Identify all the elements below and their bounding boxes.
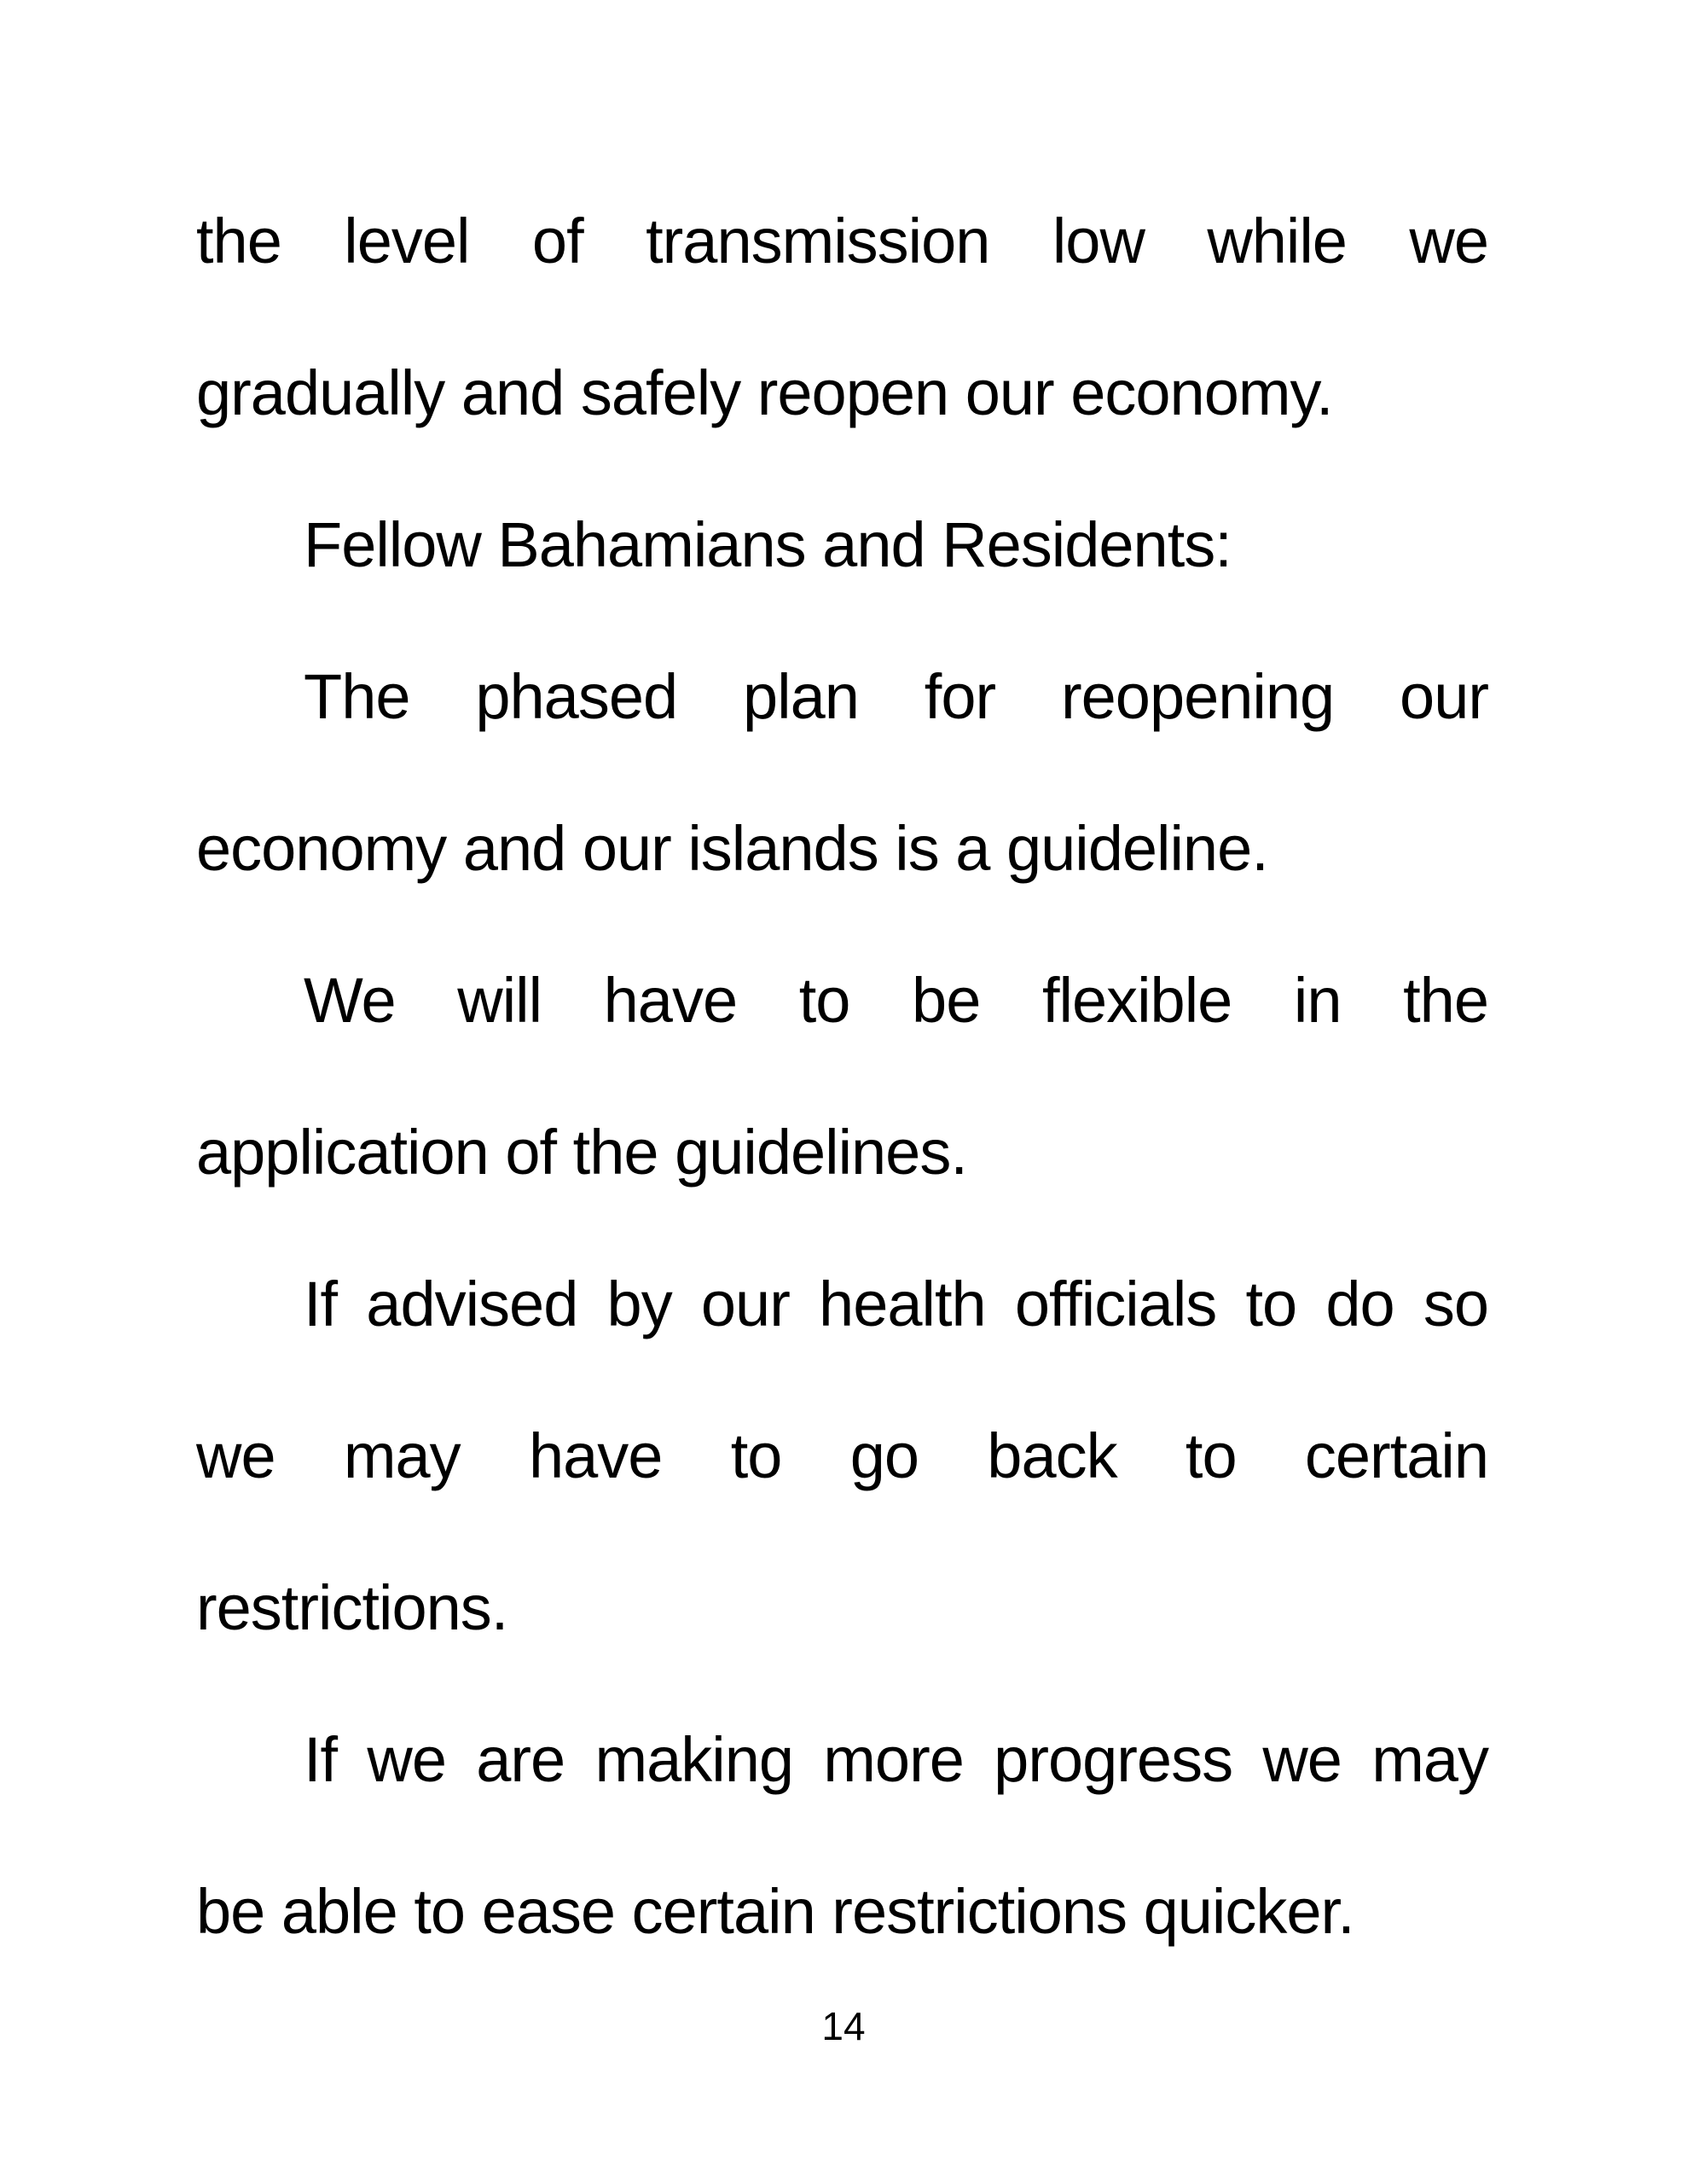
text-line-9: we may have to go back to certain bbox=[196, 1420, 1488, 1491]
text-line-2: gradually and safely reopen our economy. bbox=[196, 357, 1333, 428]
text-line-12: be able to ease certain restrictions quicker. bbox=[196, 1876, 1354, 1947]
text-line-7: application of the guidelines. bbox=[196, 1117, 967, 1188]
text-line-11: If we are making more progress we may bbox=[304, 1724, 1488, 1795]
text-line-5: economy and our islands is a guideline. bbox=[196, 813, 1268, 884]
text-line-6: We will have to be flexible in the bbox=[304, 965, 1488, 1036]
body-text bbox=[196, 166, 1488, 1988]
text-line-4: The phased plan for reopening our bbox=[304, 661, 1488, 732]
text-line-1: the level of transmission low while we bbox=[196, 206, 1488, 276]
text-line-10: restrictions. bbox=[196, 1572, 508, 1643]
page-number: 14 bbox=[821, 2004, 866, 2048]
text-line-3: Fellow Bahamians and Residents: bbox=[304, 509, 1232, 580]
text-line-8: If advised by our health officials to do so bbox=[304, 1269, 1488, 1339]
